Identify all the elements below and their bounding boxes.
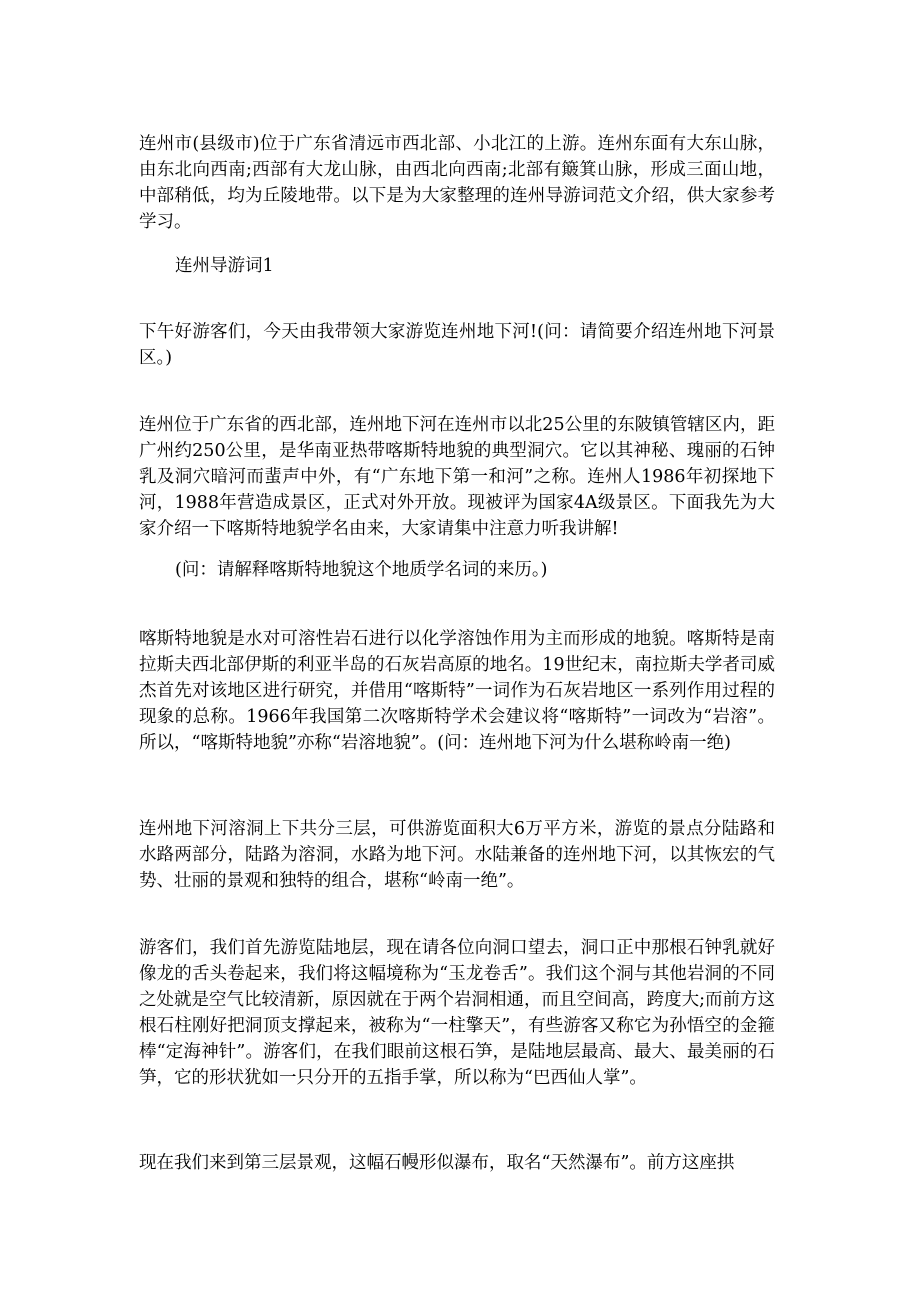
location-paragraph: 连州位于广东省的西北部，连州地下河在连州市以北25公里的东陂镇管辖区内，距广州约250公里，是华南亚热带喀斯特地貌的典型洞穴。它以其神秘、瑰丽的石钟乳及洞穴暗河而蜚声中外，有“广东地下第一和河”之称。连州人1986年初探地下河，1988年营造成景区，正式对外开放。现被评为国家4A级景区。下面我先为大家介绍一下喀斯特地貌学名由来，大家请集中注意力听我讲解!	[139, 415, 775, 539]
intro-paragraph: 连州市(县级市)位于广东省清远市西北部、小北江的上游。连州东面有大东山脉，由东北向西南;西部有大龙山脉，由西北向西南;北部有簸箕山脉，形成三面山地，中部稍低，均为丘陵地带。以下是为大家整理的连州导游词范文介绍，供大家参考学习。	[139, 134, 775, 232]
section-heading: 连州导游词1	[175, 256, 274, 276]
land-level-paragraph: 游客们，我们首先游览陆地层，现在请各位向洞口望去，洞口正中那根石钟乳就好像龙的舌头卷起来，我们将这幅境称为“玉龙卷舌”。我们这个洞与其他岩洞的不同之处就是空气比较清新，原因就在于两个岩洞相通，而且空间高，跨度大;而前方这根石柱刚好把洞顶支撑起来，被称为“一柱擎天”，有些游客又称它为孙悟空的金箍棒“定海神针”。游客们，在我们眼前这根石笋，是陆地层最高、最大、最美丽的石笋，它的形状犹如一只分开的五指手掌，所以称为“巴西仙人掌”。	[139, 938, 775, 1088]
third-level-paragraph: 现在我们来到第三层景观，这幅石幔形似瀑布，取名“天然瀑布”。前方这座拱	[139, 1153, 735, 1173]
karst-paragraph: 喀斯特地貌是水对可溶性岩石进行以化学溶蚀作用为主而形成的地貌。喀斯特是南拉斯夫西北部伊斯的利亚半岛的石灰岩高原的地名。19世纪末，南拉斯夫学者司威杰首先对该地区进行研究，并借用“喀斯特”一词作为石灰岩地区一系列作用过程的现象的总称。1966年我国第二次喀斯特学术会建议将“喀斯特”一词改为“岩溶”。所以，“喀斯特地貌”亦称“岩溶地貌”。(问：连州地下河为什么堪称岭南一绝)	[139, 629, 775, 753]
greeting-paragraph: 下午好游客们，今天由我带领大家游览连州地下河!(问：请简要介绍连州地下河景区。)	[139, 322, 775, 368]
cave-layers-paragraph: 连州地下河溶洞上下共分三层，可供游览面积大6万平方米，游览的景点分陆路和水路两部分，陆路为溶洞，水路为地下河。水陆兼备的连州地下河，以其恢宏的气势、壮丽的景观和独特的组合，堪称“岭南一绝”。	[139, 819, 775, 891]
question-paragraph: (问：请解释喀斯特地貌这个地质学名词的来历。)	[175, 560, 548, 580]
